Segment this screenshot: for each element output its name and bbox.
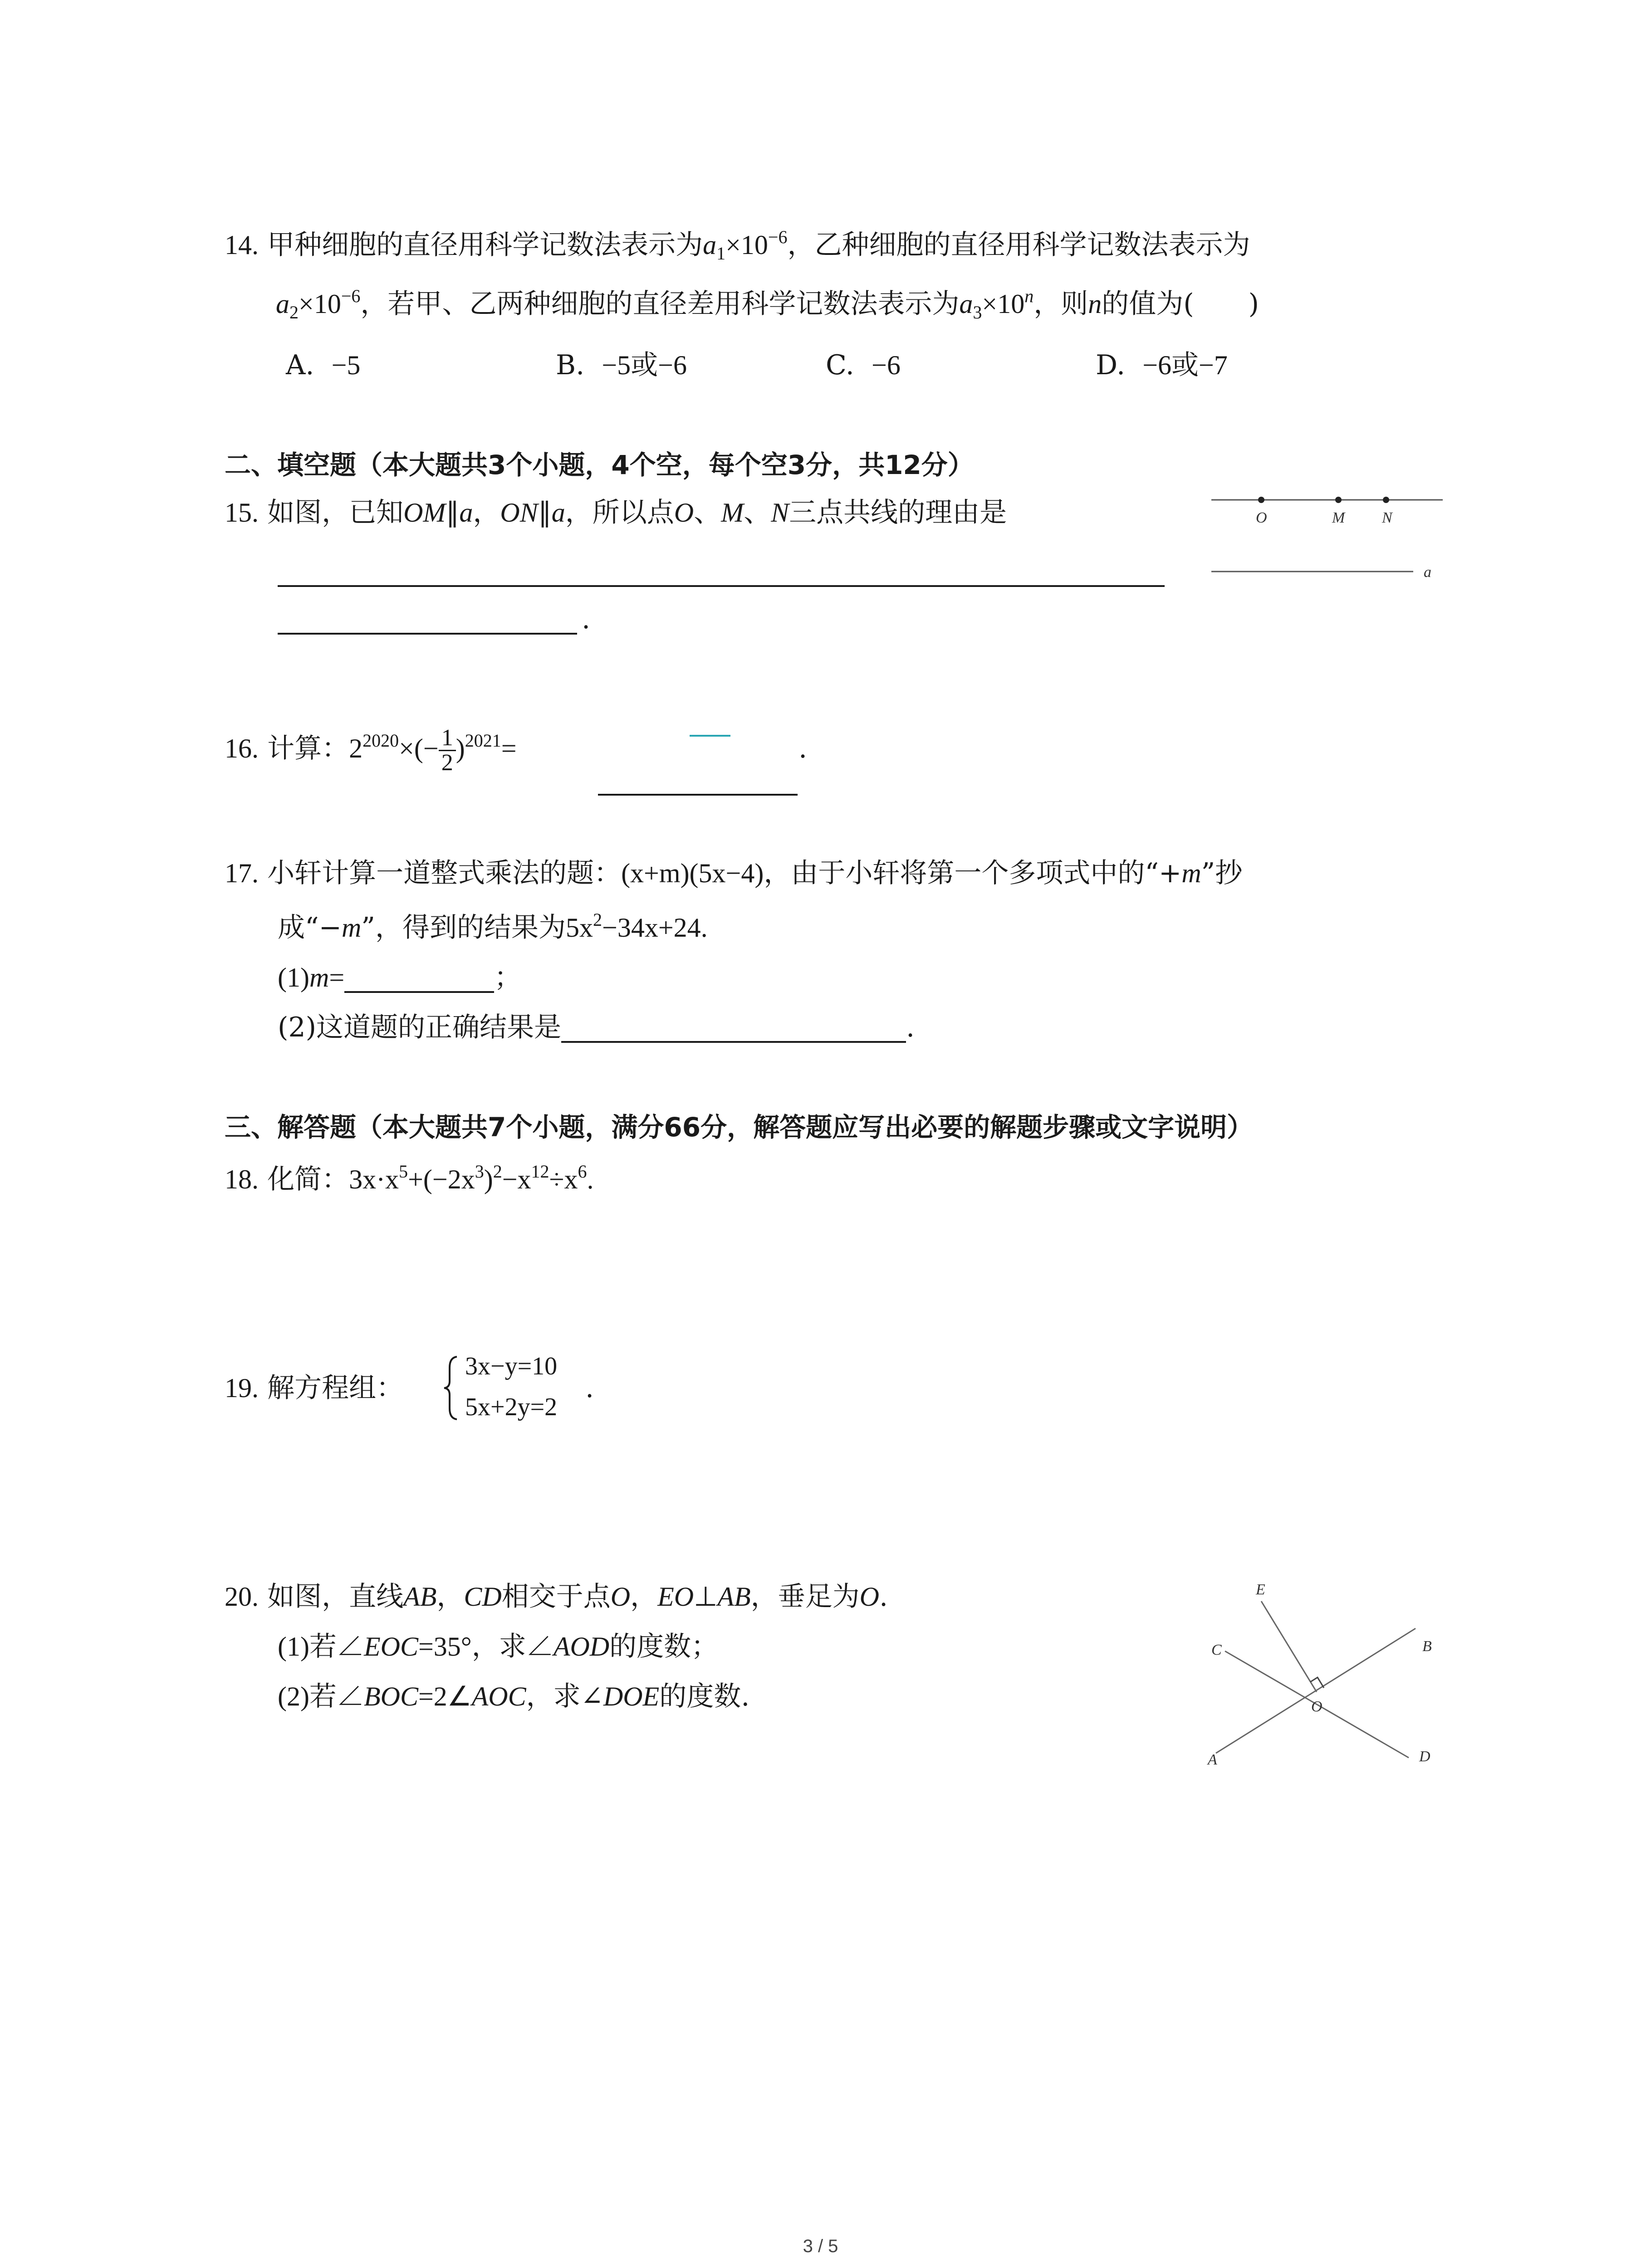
q20-text: 如图，直线 [267,1581,404,1613]
q15-n: N [771,498,789,528]
q20-ab: AB [403,1582,437,1612]
q14-a3: a [959,289,973,319]
q14-times2: ×10 [299,289,341,319]
q16-exp1: 2020 [362,730,399,751]
q18-number: 18. [225,1164,259,1194]
q19-line [225,1368,403,1408]
label-m: M [1332,509,1345,526]
q20-line1 [225,1576,888,1617]
q19-end: . [585,1372,594,1404]
q14-option-a [286,345,360,386]
q14-line1 [225,225,1250,265]
q19-number: 19. [225,1373,259,1403]
q18-exp: 6 [578,1161,587,1182]
q14-times1: ×10 [725,230,768,260]
q16-fraction [439,726,456,775]
q14-text-d: ，则 [1034,288,1088,320]
q17-sub1-m: m [309,963,329,992]
q17-line2 [278,907,708,948]
q14-a2: a [276,289,289,319]
q14-exp2: −6 [341,286,361,306]
q15-text-b: ， [473,497,500,528]
q14-a2-sub: 2 [289,302,299,323]
frac-denominator: 2 [439,750,456,775]
q14-a1-sub: 1 [716,243,726,264]
q17-sub1 [278,957,521,998]
q20-o: O [859,1582,879,1612]
q14-exp3: n [1024,286,1034,306]
q15-sep: 、 [694,497,721,528]
q19-brace [442,1354,460,1422]
q15-line1 [225,492,1007,533]
q19-equation-1: 3x−y=10 [465,1352,558,1380]
q18-exp: 12 [531,1161,549,1182]
q16-number: 16. [225,733,259,763]
q15-text: 如图，已知 [267,497,404,528]
q14-text-c: ，若甲、乙两种细胞的直径差用科学记数法表示为 [360,288,960,320]
q17-line1 [225,853,1242,894]
q16-base: 2 [349,733,363,763]
q17-sub1-eq: = [329,963,345,992]
q14-n: n [1088,289,1102,319]
q15-answer-blank-1[interactable] [278,585,1165,587]
q18-term: −x [502,1164,531,1194]
q17-text-e: ”，得到的结果为 [361,912,566,943]
q17-result-a: 5x [565,913,593,943]
label-c: C [1211,1642,1222,1658]
q14-text-e: 的值为( ) [1102,288,1259,320]
q20-o: O [610,1582,631,1612]
q14-number: 14. [225,230,259,260]
option-value: −5或−6 [602,350,687,380]
q20-sub1-text: =35°，求∠ [418,1632,554,1662]
option-value: −6或−7 [1142,350,1228,380]
q14-line2 [276,284,1259,324]
q14-text-b: ，乙种细胞的直径用科学记数法表示为 [787,229,1250,261]
q20-cd: CD [464,1582,502,1612]
parallel-symbol: ∥ [446,498,460,528]
q17-sub2-label: (2)这道题的正确结果是 [278,1012,561,1043]
q14-text: 甲种细胞的直径用科学记数法表示为 [267,229,703,261]
q15-m: M [721,498,744,528]
q20-sub1-label: (1)若∠ [278,1632,364,1662]
q17-sub1-end: ； [494,962,522,993]
point-o [1258,497,1264,503]
section-2-title: 二、填空题（本大题共3个小题，4个空，每个空3分，共12分） [225,450,974,480]
q20-ab: AB [717,1582,751,1612]
q18-term: ÷x [549,1164,578,1194]
q16-answer-mark [690,735,730,737]
q15-om: OM [403,498,446,528]
point-n [1383,497,1389,503]
q17-sub1-blank[interactable] [344,966,494,993]
label-n: N [1382,509,1392,526]
q20-sub2-label: (2)若∠ [278,1681,364,1711]
q19-label: 解方程组： [267,1372,404,1404]
q17-m: m [1181,858,1201,888]
q15-on: ON [500,498,538,528]
q17-expression: (x+m)(5x−4) [621,858,764,888]
q15-text-c: ，所以点 [565,497,674,528]
q17-sub2-blank[interactable] [561,1016,906,1043]
q15-a: a [459,498,473,528]
q15-sep: 、 [744,497,771,528]
perpendicular-symbol: ⊥ [694,1582,718,1612]
q17-sub2 [278,1007,915,1048]
q16-exp2: 2021 [465,730,501,751]
q17-text-d: 成“− [278,912,342,943]
q18-label: 化简： [267,1163,349,1195]
q16-label: 计算： [267,733,349,764]
angle-aoc: AOC [471,1681,526,1711]
option-label: C. [826,349,854,381]
q14-option-b [556,345,687,386]
q15-end: . [582,603,591,635]
q19-equation-2: 5x+2y=2 [465,1393,558,1421]
q16-line [225,721,517,776]
q16-close: ) [456,733,465,763]
q14-option-d [1096,345,1228,386]
q20-sep: ， [436,1581,464,1613]
q16-answer-blank[interactable] [598,794,798,796]
q15-answer-blank-2[interactable] [278,633,577,635]
q20-sub2 [278,1676,749,1717]
option-value: −6 [872,350,901,380]
q16-times: ×(− [399,733,439,763]
section-3-title: 三、解答题（本大题共7个小题，满分66分，解答题应写出必要的解题步骤或文字说明） [225,1112,1254,1143]
q15-number: 15. [225,498,259,528]
q16-eq: = [501,733,517,763]
label-d: D [1419,1748,1430,1765]
q15-figure [1207,481,1452,585]
q17-text-b: ，由于小轩将第一个多项式中的“+ [764,857,1182,889]
q17-m: m [341,913,362,943]
q14-a3-sub: 3 [973,302,982,323]
q20-sub1 [278,1626,718,1667]
point-m [1335,497,1342,503]
frac-numerator: 1 [441,724,453,751]
q20-number: 20. [225,1582,259,1612]
q17-sub1-label: (1) [278,963,309,992]
q20-sub1-end: 的度数； [609,1631,719,1662]
label-o: O [1311,1698,1323,1715]
label-a: A [1208,1751,1217,1768]
q17-number: 17. [225,858,259,888]
q18-line [225,1159,593,1200]
q14-option-c [826,345,901,386]
q20-text-d: . [879,1581,888,1613]
q18-exp: 3 [475,1161,484,1182]
option-label: B. [556,349,585,381]
q16-end: . [798,733,808,764]
q17-text-c: ”抄 [1201,857,1243,889]
q18-term: 3x·x [349,1164,399,1194]
q14-exp1: −6 [768,227,788,247]
q15-o: O [674,498,694,528]
q20-figure [1198,1579,1452,1778]
q17-result-b: −34x+24. [602,913,708,943]
q18-term: +(−2x [408,1164,475,1194]
q20-text-c: ，垂足为 [750,1581,860,1613]
q18-exp: 2 [493,1161,502,1182]
page-number: 3 / 5 [803,2236,838,2256]
label-a: a [1424,564,1431,581]
angle-eoc: EOC [363,1632,418,1662]
q14-times3: ×10 [982,289,1025,319]
q20-eo: EO [657,1582,694,1612]
option-label: A. [286,349,314,381]
line-eo [1261,1601,1317,1692]
angle-boc: BOC [363,1681,418,1711]
label-e: E [1256,1581,1265,1598]
q20-sep: ， [630,1581,658,1613]
parallel-symbol: ∥ [538,498,552,528]
q20-sub2-end: 的度数. [659,1681,750,1712]
q17-result-exp: 2 [593,909,602,930]
angle-doe: DOE [603,1681,660,1711]
label-o: O [1256,509,1267,526]
option-value: −5 [331,350,361,380]
option-label: D. [1096,349,1126,381]
q14-a1: a [703,230,717,260]
q17-text: 小轩计算一道整式乘法的题： [267,857,622,889]
q20-sub2-text: =2∠ [418,1681,472,1711]
q17-sub2-end: . [906,1012,915,1043]
q15-a: a [551,498,565,528]
q15-text-d: 三点共线的理由是 [789,497,1007,528]
q18-term: ) [484,1164,493,1194]
q18-exp: 5 [399,1161,408,1182]
q18-end: . [587,1164,594,1194]
angle-aod: AOD [553,1632,610,1662]
label-b: B [1422,1638,1432,1655]
q20-sub2-text-b: ，求∠ [526,1681,603,1712]
q20-text-b: 相交于点 [501,1581,611,1613]
